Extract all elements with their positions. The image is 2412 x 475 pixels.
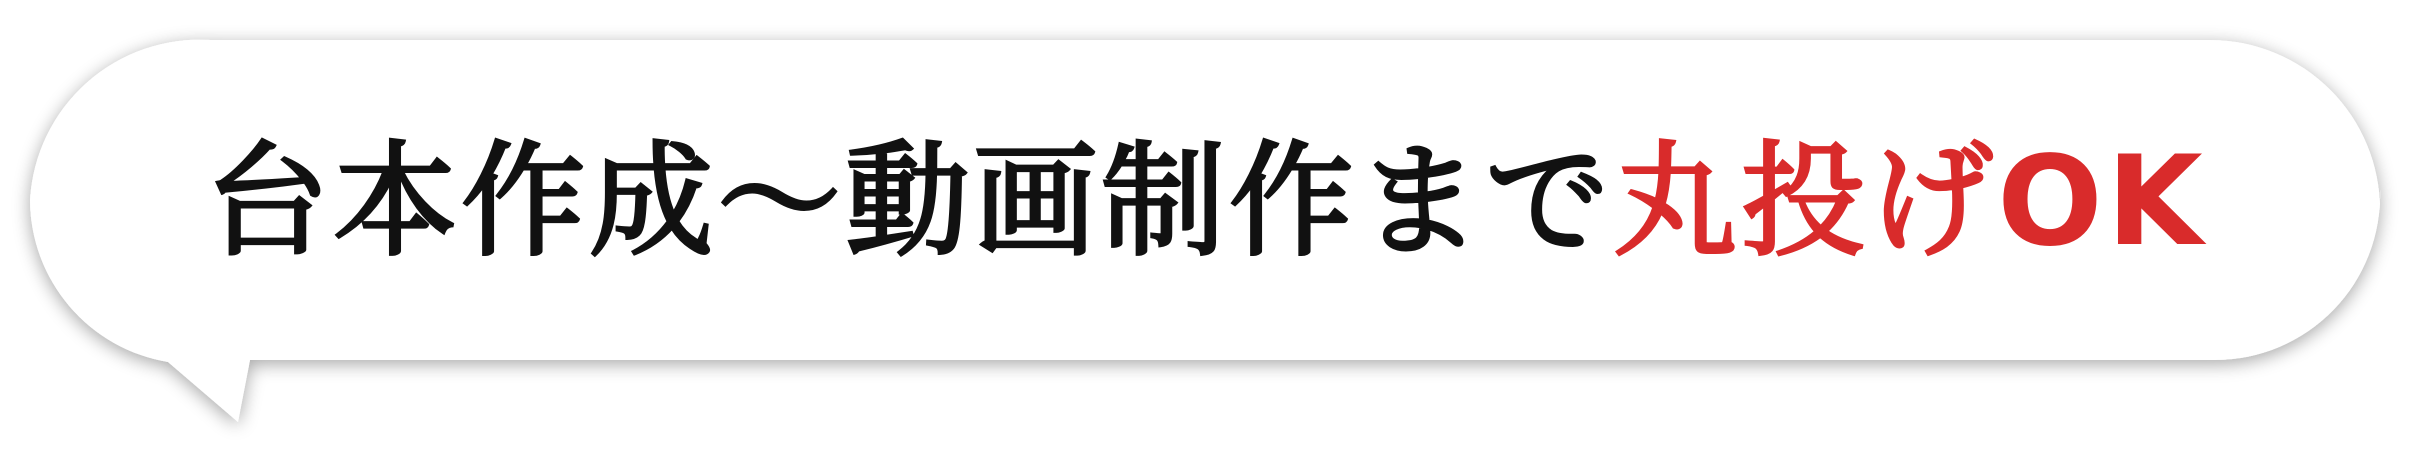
headline-black-text: 台本作成〜動画制作まで [205,130,1614,274]
headline-red-text: 丸投げOK [1613,130,2207,274]
banner-headline [0,112,2412,292]
